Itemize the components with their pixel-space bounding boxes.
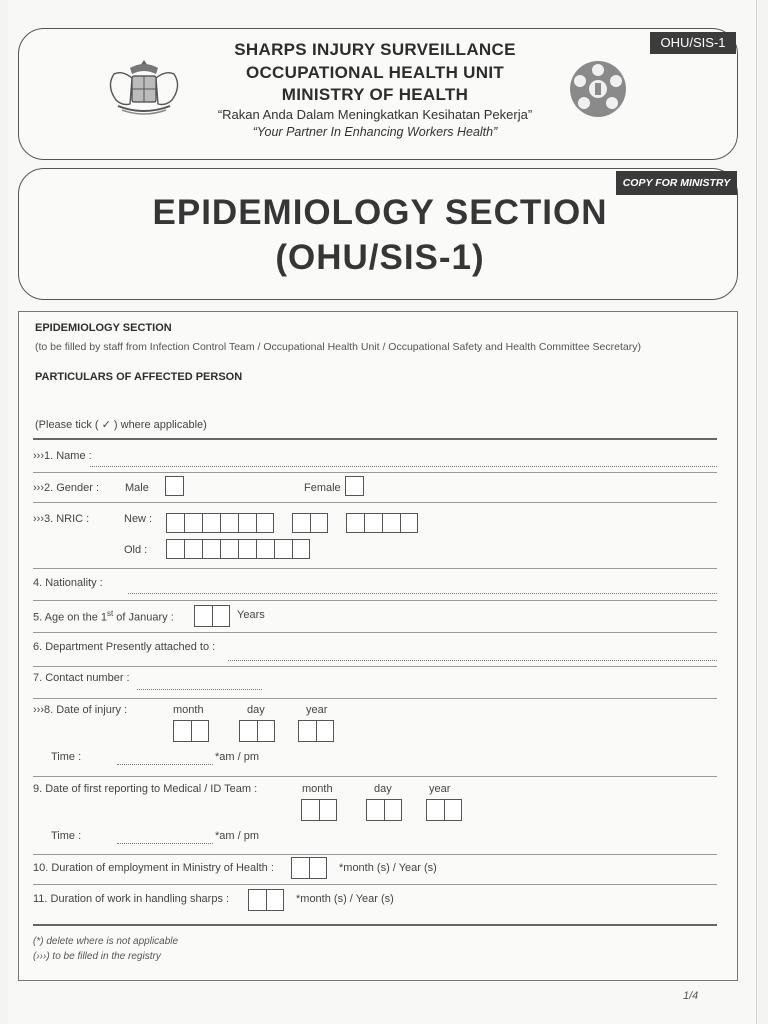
divider xyxy=(33,698,717,699)
nric-new-part1-input[interactable] xyxy=(166,513,274,533)
employment-duration-input[interactable] xyxy=(291,857,327,879)
reporting-time-field[interactable] xyxy=(117,843,213,844)
contact-number-field[interactable] xyxy=(137,689,262,690)
divider xyxy=(33,776,717,777)
injury-time-field[interactable] xyxy=(117,764,213,765)
gender-male-checkbox[interactable] xyxy=(165,476,184,496)
sharps-handling-duration-input[interactable] xyxy=(248,889,284,911)
copy-for-ministry-badge: COPY FOR MINISTRY xyxy=(616,171,737,195)
nationality-label: 4. Nationality : xyxy=(33,577,103,589)
divider xyxy=(33,666,717,667)
nric-old-input[interactable] xyxy=(166,539,310,559)
reporting-time-label: Time : xyxy=(51,830,82,842)
divider xyxy=(33,472,717,473)
nric-new-part3-input[interactable] xyxy=(346,513,418,533)
injury-month-input[interactable] xyxy=(173,720,209,742)
reporting-year-label: year xyxy=(429,783,451,795)
header-title-line-3: MINISTRY OF HEALTH xyxy=(281,85,469,104)
header-title-line-1: SHARPS INJURY SURVEILLANCE xyxy=(234,40,516,59)
reporting-am-pm-label: *am / pm xyxy=(215,830,260,842)
divider xyxy=(33,438,717,440)
header-title-line-2: OCCUPATIONAL HEALTH UNIT xyxy=(245,63,505,82)
reporting-day-input[interactable] xyxy=(366,799,402,821)
reporting-month-label: month xyxy=(302,783,333,795)
employment-duration-unit: *month (s) / Year (s) xyxy=(339,862,437,874)
reporting-month-input[interactable] xyxy=(301,799,337,821)
nationality-field[interactable] xyxy=(128,593,717,594)
date-of-injury-label: ›››8. Date of injury : xyxy=(33,704,128,716)
name-field[interactable] xyxy=(90,466,717,467)
injury-day-input[interactable] xyxy=(239,720,275,742)
age-unit-label: Years xyxy=(237,609,265,621)
injury-year-input[interactable] xyxy=(298,720,334,742)
divider xyxy=(33,568,717,569)
header-tagline-english: “Your Partner In Enhancing Workers Health” xyxy=(252,125,498,139)
gender-female-label: Female xyxy=(304,482,341,494)
injury-am-pm-label: *am / pm xyxy=(215,751,260,763)
injury-year-label: year xyxy=(306,704,328,716)
page-title: EPIDEMIOLOGY SECTION xyxy=(152,193,608,232)
gender-label: ›››2. Gender : xyxy=(33,482,100,494)
divider xyxy=(33,924,717,926)
section-note: (to be filled by staff from Infection Control Team / Occupational Health Unit / Occupational Safety and Health Committee Secretary) xyxy=(35,341,641,353)
ohu-emblem-icon xyxy=(566,59,630,119)
employment-duration-label: 10. Duration of employment in Ministry of Health : xyxy=(33,862,274,874)
footnote-registry: (›››) to be filled in the registry xyxy=(33,951,161,962)
age-input[interactable] xyxy=(194,605,230,627)
page-subtitle: (OHU/SIS-1) xyxy=(275,238,485,277)
header-tagline-malay: “Rakan Anda Dalam Meningkatkan Kesihatan Pekerja” xyxy=(217,107,533,122)
subsection-title: PARTICULARS OF AFFECTED PERSON xyxy=(35,371,243,383)
sharps-handling-duration-label: 11. Duration of work in handling sharps : xyxy=(33,893,230,905)
injury-month-label: month xyxy=(173,704,204,716)
gender-female-checkbox[interactable] xyxy=(345,476,364,496)
reporting-day-label: day xyxy=(374,783,392,795)
department-label: 6. Department Presently attached to : xyxy=(33,641,216,653)
divider xyxy=(33,632,717,633)
reporting-year-input[interactable] xyxy=(426,799,462,821)
injury-day-label: day xyxy=(247,704,265,716)
nric-label: ›››3. NRIC : xyxy=(33,513,90,525)
age-label: 5. Age on the 1st of January : xyxy=(33,609,174,624)
nric-new-label: New : xyxy=(124,513,153,525)
first-reporting-label: 9. Date of first reporting to Medical / ID Team : xyxy=(33,783,258,795)
divider xyxy=(33,502,717,503)
divider xyxy=(33,600,717,601)
department-field[interactable] xyxy=(228,660,717,661)
sharps-handling-duration-unit: *month (s) / Year (s) xyxy=(296,893,394,905)
tick-instruction: (Please tick ( ✓ ) where applicable) xyxy=(35,419,207,431)
page-number: 1/4 xyxy=(683,990,699,1002)
divider xyxy=(33,884,717,885)
contact-number-label: 7. Contact number : xyxy=(33,672,130,684)
form-code-badge: OHU/SIS-1 xyxy=(650,32,736,54)
name-label: ›››1. Name : xyxy=(33,450,92,462)
gender-male-label: Male xyxy=(125,482,149,494)
nric-old-label: Old : xyxy=(124,544,148,556)
divider xyxy=(33,854,717,855)
section-title: EPIDEMIOLOGY SECTION xyxy=(35,322,172,334)
nric-new-part2-input[interactable] xyxy=(292,513,328,533)
footnote-delete: (*) delete where is not applicable xyxy=(33,936,179,947)
injury-time-label: Time : xyxy=(51,751,82,763)
